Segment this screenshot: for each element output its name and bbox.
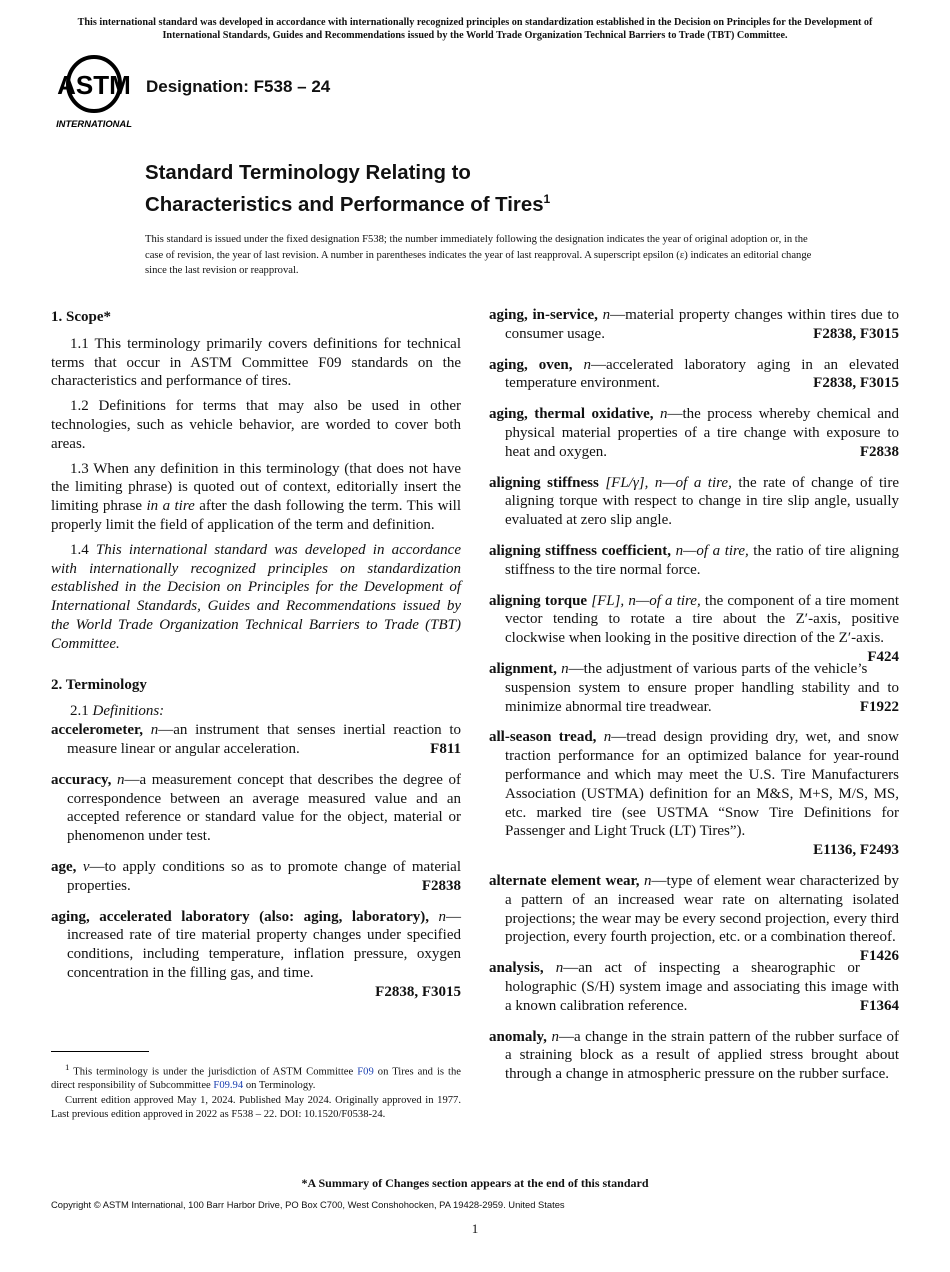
term-definition: —an instrument that senses inertial reaction to measure linear or angular acceleration.	[67, 722, 462, 757]
term-aging-in-service	[489, 306, 899, 344]
limiting-phrase: in a tire	[146, 498, 195, 515]
right-column	[489, 306, 899, 1096]
term-units: [FL/γ],	[605, 474, 649, 491]
astm-logo	[54, 54, 134, 130]
scope-1-1: 1.1 This terminology primarily covers definitions for technical terms that occur in ASTM Committee F09 standards on the characteristics and performance of tires.	[51, 335, 461, 390]
footnote-1-a: This terminology is under the jurisdiction of ASTM Committee	[73, 1066, 354, 1078]
part-of-speech: n	[660, 406, 668, 423]
term-name: aging, in-service,	[489, 307, 598, 323]
definitions-num: 2.1	[70, 703, 89, 720]
term-definition: the ratio of tire aligning stiffness to the tire normal force.	[505, 542, 899, 578]
term-definition: the component of a tire moment vector tending to rotate a tire about the Z′-axis, positive clockwise when looking in the positive direction of the Z′-axis.	[505, 592, 900, 647]
term-accelerometer	[51, 721, 461, 759]
definitions-subheading	[70, 702, 461, 721]
part-of-speech: n	[628, 592, 636, 609]
term-definition: —a change in the strain pattern of the rubber surface of a straining block as a result of applied stress brought about through a change in atmospheric pressure on the rubber surface.	[505, 1028, 900, 1083]
part-of-speech: n	[561, 660, 569, 677]
term-refs: F2838, F3015	[813, 325, 899, 342]
term-aligning-stiffness-coefficient	[489, 542, 899, 580]
term-definition: —increased rate of tire material property changes under specified conditions, including temperature, inflation pressure, oxygen concentration in the filling gas, and time.	[67, 908, 461, 981]
term-definition: —an act of inspecting a shearographic or holographic (S/H) system image and associating this image with a known calibration reference.	[505, 960, 899, 1014]
left-column	[51, 306, 461, 1014]
title-line-2-text: Characteristics and Performance of Tires	[145, 193, 544, 216]
term-name: all-season tread,	[489, 729, 597, 746]
footnote-1-c: on Terminology.	[245, 1079, 316, 1091]
logo-org: INTERNATIONAL	[56, 118, 132, 129]
term-name: aging, oven,	[489, 356, 573, 373]
scope-1-4-text: This international standard was developed in accordance with internationally recognized principles on standardization established in the Decision on Principles for the Development of International Standards, Guides and Recommendations issued by the World Trade Organization Technical Barriers to Trade (TBT) Committee.	[51, 541, 462, 652]
part-of-speech: n	[551, 1028, 559, 1045]
part-of-speech: n	[603, 729, 612, 746]
term-qualifier: —of a tire,	[662, 474, 732, 491]
term-refs: F2838, F3015	[375, 983, 461, 1000]
footnote-edition: Current edition approved May 1, 2024. Published May 2024. Originally approved in 1977. Last previous edition approved in 2022 as F538 – 22. DOI: 10.1520/F0538-24.	[51, 1095, 461, 1120]
term-refs: F1426	[859, 948, 899, 965]
term-name: aligning stiffness	[489, 474, 599, 491]
term-name: age,	[51, 858, 77, 875]
term-anomaly	[489, 1028, 899, 1084]
summary-of-changes-note: *A Summary of Changes section appears at the end of this standard	[301, 1176, 649, 1190]
term-definition: —type of element wear characterized by a pattern of an increased wear rate on alternating isolated projections; the wear may be every second projection, every third projection, every fourth projection, etc. or a combination thereof.	[505, 872, 900, 946]
term-refs: F1364	[859, 997, 899, 1014]
term-units: [FL],	[591, 592, 625, 609]
term-age	[51, 858, 461, 896]
standard-issue-note: This standard is issued under the fixed designation F538; the number immediately following the designation indicates the year of original adoption or, in the case of revision, the year of last revision. A number in parentheses indicates the year of last reapproval. A superscript epsilon (ε) indicates an editorial change since the last revision or reapproval.	[145, 234, 812, 276]
term-refs: F2838, F3015	[813, 375, 899, 392]
part-of-speech: n	[438, 908, 446, 925]
term-alignment	[489, 660, 899, 716]
part-of-speech: n	[555, 960, 564, 977]
footnotes	[51, 1061, 461, 1123]
term-aging-oven	[489, 356, 899, 394]
term-name: accelerometer,	[51, 722, 144, 739]
footnote-divider	[51, 1051, 149, 1052]
development-notice: This international standard was developed in accordance with internationally recognized principles on standardization established in the Decision on Principles for the Development of International Standards, Guides and Recommendations issued by the World Trade Organization Technical Barriers to Trade (TBT) Committee.	[77, 17, 873, 41]
designation: Designation: F538 – 24	[146, 77, 331, 96]
term-name: aging, thermal oxidative,	[489, 406, 654, 423]
footnote-1-b: on Tires and is the direct responsibility of Subcommittee	[51, 1066, 461, 1091]
term-name: analysis,	[489, 960, 544, 977]
scope-1-3-b: after the dash following the term. This will properly limit the field of application of the term and definition.	[51, 498, 462, 533]
term-name: accuracy,	[51, 771, 112, 788]
part-of-speech: n	[654, 474, 663, 491]
term-qualifier: —of a tire,	[635, 592, 701, 609]
term-refs: E1136, F2493	[813, 842, 899, 859]
term-qualifier: —of a tire,	[683, 542, 749, 559]
term-analysis	[489, 959, 899, 1015]
part-of-speech: n	[117, 771, 125, 788]
scope-heading: 1. Scope*	[51, 309, 111, 325]
term-definition: —the adjustment of various parts of the vehicle’s suspension system to ensure proper handling stability and to minimize abnormal tire treadwear.	[505, 660, 899, 715]
term-accuracy	[51, 771, 461, 846]
part-of-speech: v	[82, 858, 90, 875]
term-definition: —material property changes within tires due to consumer usage.	[505, 307, 900, 342]
term-definition: the rate of change of tire aligning torque with respect to change in tire slip angle, usually evaluated at zero slip angle.	[505, 474, 899, 529]
term-name: aligning stiffness coefficient,	[489, 542, 672, 559]
scope-1-2: 1.2 Definitions for terms that may also be used in other technologies, such as vehicle behavior, are worded to cover both areas.	[51, 398, 461, 452]
footnote-1	[51, 1061, 461, 1092]
scope-1-4	[51, 541, 461, 654]
term-definition: —to apply conditions so as to promote change of material properties.	[67, 858, 462, 894]
term-definition: —the process whereby chemical and physical material properties of a tire change with exposure to heat and oxygen.	[505, 406, 900, 460]
subcommittee-link[interactable]: F09.94	[213, 1079, 244, 1091]
term-refs: F2838	[421, 877, 461, 894]
term-refs: F811	[430, 740, 461, 757]
term-name: aligning torque	[489, 592, 588, 609]
footnote-marker: 1	[65, 1062, 70, 1072]
logo-letters: ASTM	[57, 70, 131, 100]
term-name: aging, accelerated laboratory (also: aging, laboratory),	[51, 908, 429, 925]
term-definition: —a measurement concept that describes the degree of correspondence between an average measured value and an accepted reference or standard value for the object, material or phenomenon under test.	[67, 771, 461, 845]
part-of-speech: n	[150, 722, 159, 739]
part-of-speech: n	[583, 356, 591, 373]
part-of-speech: n	[644, 872, 652, 889]
term-alternate-element-wear	[489, 872, 900, 965]
term-aligning-stiffness	[489, 474, 899, 530]
page-title	[145, 160, 550, 218]
scope-1-3	[51, 460, 461, 535]
committee-link[interactable]: F09	[357, 1066, 374, 1078]
term-refs: F424	[867, 648, 899, 665]
title-line-1: Standard Terminology Relating to	[145, 162, 471, 184]
term-refs: F1922	[859, 698, 899, 715]
term-aligning-torque	[489, 592, 900, 665]
definitions-label: Definitions:	[92, 703, 165, 720]
terminology-heading: 2. Terminology	[51, 676, 147, 693]
term-refs: F2838	[859, 443, 899, 460]
title-line-2	[145, 186, 550, 218]
term-name: alignment,	[489, 660, 557, 677]
term-all-season-tread	[489, 728, 899, 860]
scope-1-4-num: 1.4	[70, 541, 89, 558]
title-footnote-marker: 1	[543, 192, 551, 206]
page-number: 1	[471, 1221, 479, 1236]
term-name: anomaly,	[489, 1028, 547, 1045]
scope-1-3-a: 1.3 When any definition in this terminology (that does not have the limiting phrase) is quoted out of context, editorially insert the limiting phrase	[51, 460, 461, 515]
term-definition: —tread design providing dry, wet, and snow traction performance for an optimized balance for year-round performance and which may meet the U.S. Tire Manufacturers Association (USTMA) definition for an M&S, M+S, M/S, MS, etc. marked tire (see USTMA “Snow Tire Definitions for Passenger and Light Truck (LT) Tires”).	[505, 729, 899, 840]
term-name: alternate element wear,	[489, 872, 640, 889]
copyright: Copyright © ASTM International, 100 Barr Harbor Drive, PO Box C700, West Conshohocken, PA 19428-2959. United States	[51, 1199, 565, 1210]
term-aging-accelerated	[51, 908, 461, 1002]
term-aging-thermal	[489, 405, 899, 461]
part-of-speech: n	[675, 542, 684, 559]
term-definition: —accelerated laboratory aging in an elevated temperature environment.	[505, 356, 899, 392]
part-of-speech: n	[602, 307, 611, 323]
